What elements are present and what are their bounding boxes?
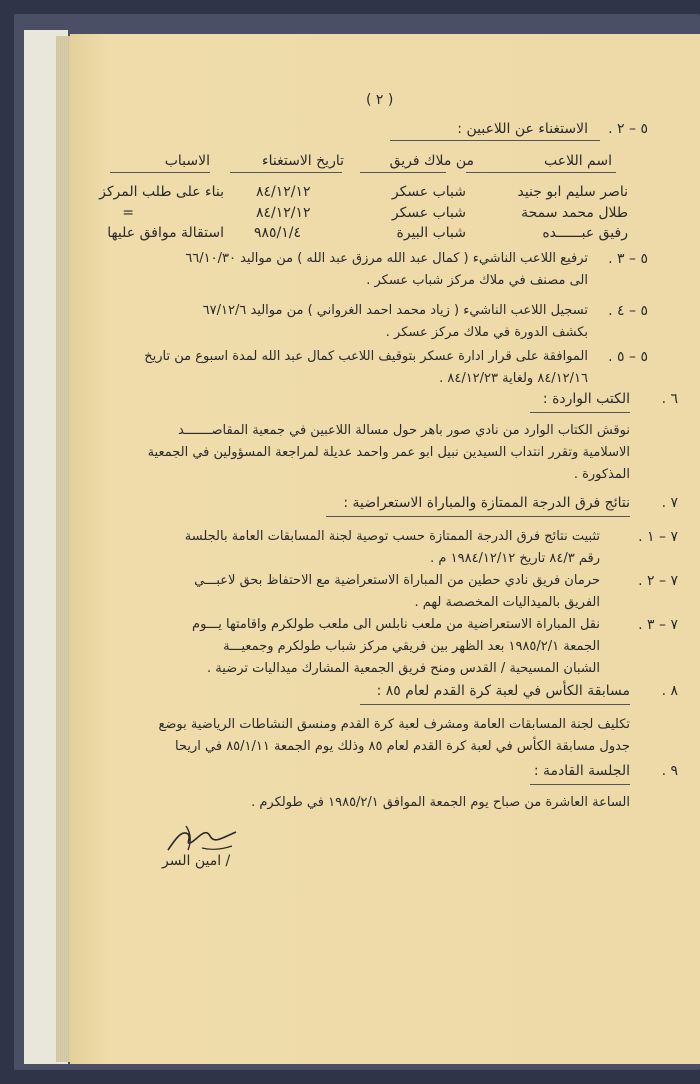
table-cell: شباب البيرة [396, 225, 466, 241]
item-7-3-line3: الشبان المسيحية / القدس ومنح فريق الجمعية المشارك ميداليات ترضية . [207, 661, 600, 676]
item-5-5-line1: الموافقة على قرار ادارة عسكر بتوقيف اللاعب كمال عبد الله لمدة اسبوع من تاريخ [144, 349, 588, 364]
header-underline-reason [110, 172, 210, 173]
section-9-number: ٩ . [661, 763, 678, 779]
table-cell: شباب عسكر [391, 205, 466, 221]
item-5-4-line1: تسجيل اللاعب الناشيء ( زياد محمد احمد الغرواني ) من مواليد ٦٧/١٢/٦ [202, 303, 588, 318]
section-6-line3: المذكورة . [573, 467, 630, 482]
table-cell: ٩٨٥/١/٤ [254, 225, 302, 241]
section-6-line2: الاسلامية وتقرر انتداب السيدين نبيل ابو عمر واحمد عديلة لمراجعة المسؤولين في الجمعية [147, 445, 630, 460]
header-underline-player [466, 172, 616, 173]
section-7-title: نتائج فرق الدرجة الممتازة والمباراة الاستعراضية : [343, 495, 630, 511]
table-cell: ناصر سليم ابو جنيد [517, 184, 628, 200]
header-underline-date [230, 172, 342, 173]
item-7-2-number: ٧ – ٢ . [638, 573, 678, 589]
table-cell: = [122, 205, 134, 221]
section-6-underline [530, 412, 630, 413]
table-cell: رفيق عبــــــده [542, 225, 628, 241]
item-5-5-number: ٥ – ٥ . [608, 349, 648, 365]
table-header-date: تاريخ الاستغناء [262, 153, 344, 169]
table-header-team: من ملاك فريق [389, 153, 474, 169]
section-9-underline [530, 784, 630, 785]
section-8-line2: جدول مسابقة الكأس في لعبة كرة القدم لعام ٨٥ وذلك يوم الجمعة ٨٥/١/١١ في اريحا [175, 739, 630, 754]
table-cell: استقالة موافق عليها [107, 225, 224, 241]
section-5-2-underline [390, 140, 600, 141]
header-underline-team [360, 172, 446, 173]
item-7-3-line1: نقل المباراة الاستعراضية من ملعب نابلس الى ملعب طولكرم واقامتها يـــوم [192, 617, 600, 632]
item-5-4-number: ٥ – ٤ . [608, 303, 648, 319]
item-5-3-number: ٥ – ٣ . [608, 251, 648, 267]
item-5-4-line2: بكشف الدورة في ملاك مركز عسكر . [385, 325, 588, 340]
table-cell: بناء على طلب المركز [99, 184, 224, 200]
item-7-1-line2: رقم ٨٤/٣ تاريخ ١٩٨٤/١٢/١٢ م . [430, 551, 600, 566]
section-5-2-number: ٥ – ٢ . [608, 121, 648, 137]
section-8-underline [360, 704, 630, 705]
section-8-line1: تكليف لجنة المسابقات العامة ومشرف لعبة كرة القدم ومنسق النشاطات الرياضية بوضع [158, 717, 630, 732]
item-7-1-line1: تثبيت نتائج فرق الدرجة الممتازة حسب توصية لجنة المسابقات العامة بالجلسة [184, 529, 600, 544]
item-5-3-line2: الى مصنف في ملاك مركز شباب عسكر . [366, 273, 588, 288]
page-number: ( ٢ ) [366, 92, 394, 108]
table-header-player: اسم اللاعب [544, 153, 612, 169]
item-7-2-line2: الفريق بالميداليات المخصصة لهم . [414, 595, 600, 610]
section-9-line1: الساعة العاشرة من صباح يوم الجمعة الموافق ١٩٨٥/٢/١ في طولكرم . [251, 795, 630, 810]
section-9-title: الجلسة القادمة : [533, 763, 630, 779]
section-6-line1: نوقش الكتاب الوارد من نادي صور باهر حول مسالة اللاعبين في جمعية المقاصـــــــد [178, 423, 630, 438]
table-cell: ٨٤/١٢/١٢ [256, 184, 311, 200]
table-cell: شباب عسكر [391, 184, 466, 200]
item-7-3-line2: الجمعة ١٩٨٥/٢/١ بعد الظهر بين فريقي مركز شباب طولكرم وجمعيـــة [223, 639, 600, 654]
item-5-5-line2: ٨٤/١٢/١٦ ولغاية ٨٤/١٢/٢٣ . [439, 371, 588, 386]
table-header-reason: الاسباب [164, 153, 210, 169]
section-6-number: ٦ . [661, 391, 678, 407]
item-7-2-line1: حرمان فريق نادي حطين من المباراة الاستعراضية مع الاحتفاظ بحق لاعبـــي [194, 573, 600, 588]
section-6-title: الكتب الواردة : [542, 391, 630, 407]
section-8-number: ٨ . [661, 683, 678, 699]
section-7-number: ٧ . [661, 495, 678, 511]
item-7-1-number: ٧ – ١ . [638, 529, 678, 545]
table-cell: طلال محمد سمحة [521, 205, 628, 221]
section-8-title: مسابقة الكأس في لعبة كرة القدم لعام ٨٥ : [376, 683, 630, 699]
signature-label: / امين السر [162, 853, 231, 869]
table-cell: ٨٤/١٢/١٢ [256, 205, 311, 221]
document-page [70, 34, 700, 1064]
item-5-3-line1: ترفيع اللاعب الناشيء ( كمال عبد الله مرزق عبد الله ) من مواليد ٦٦/١٠/٣٠ [185, 251, 588, 266]
document-body [70, 34, 700, 1064]
section-5-2-title: الاستغناء عن اللاعبين : [457, 121, 588, 137]
section-7-underline [326, 516, 630, 517]
item-7-3-number: ٧ – ٣ . [638, 617, 678, 633]
